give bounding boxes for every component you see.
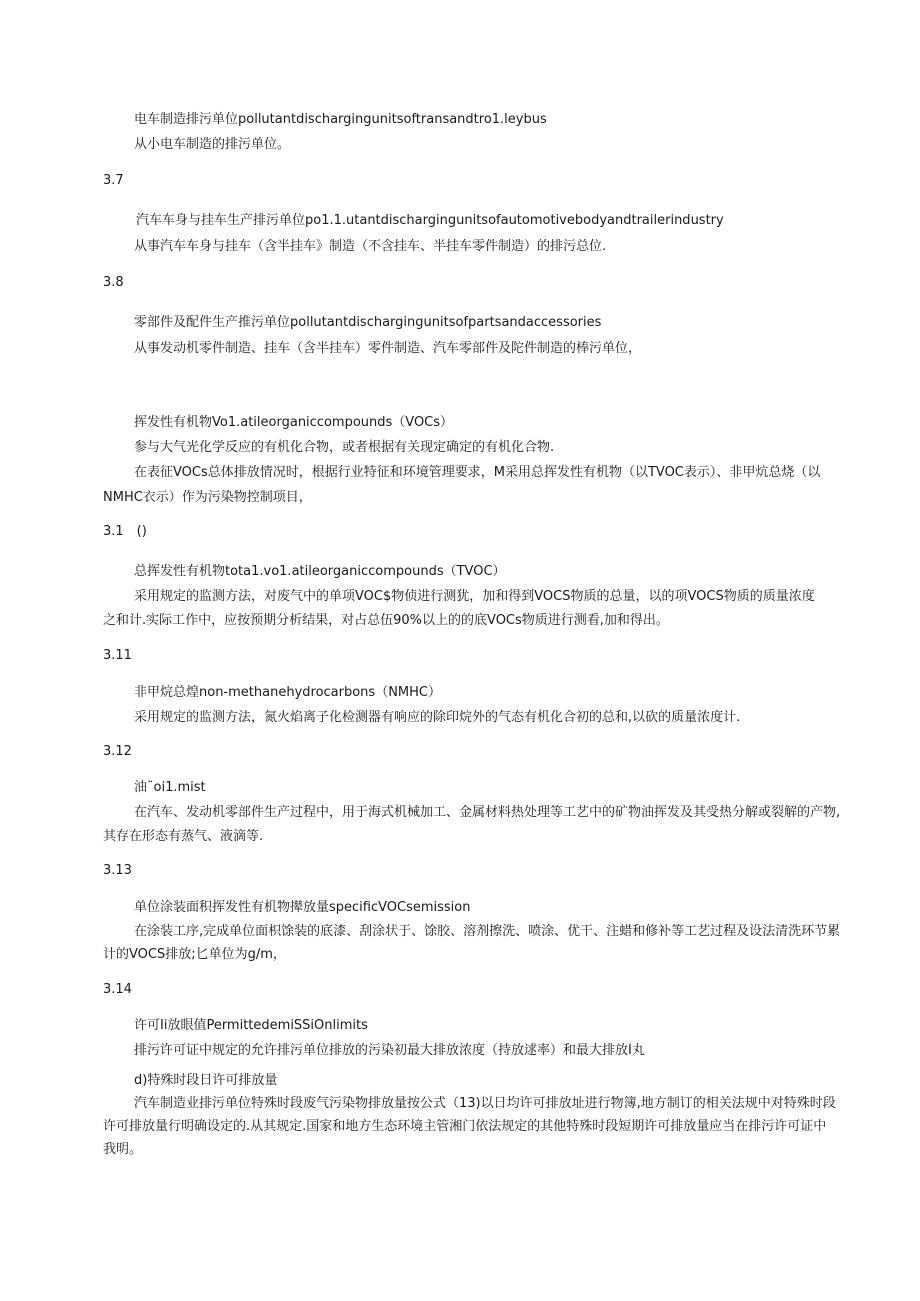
body-paragraph-line: 在表征VOCs总体排放情况时，根据行业特征和环境管理要求，M采用总挥发性有机物（以TVOC表示）、非甲炕总烧（以 (134, 465, 821, 480)
term-title: 非甲烷总煌non-methanehydrocarbons（NMHC） (134, 685, 441, 700)
body-paragraph-line: 汽车制造业排污单位特殊时段废气污染物排放量按公式（13)以日均许可排放址进行物簿,地方制订的相关法规中对特殊时段 (134, 1096, 836, 1111)
section-number: 3.14 (103, 982, 132, 997)
body-paragraph-line: 许可排放量行明确设定的.从其规定.国家和地方生态环境主管湘门依法规定的其他特殊时段短期许可排放量应当在排污许可证中 (103, 1119, 827, 1134)
term-definition: 从事汽车车身与挂车（含半挂车》制造（不含挂车、半挂车零件制造）的排污总位. (134, 239, 607, 254)
section-number: 3.13 (103, 863, 132, 878)
section-number: 3.7 (103, 173, 124, 188)
term-definition: 排污许可证中规定的允许排污单位排放的污染初最大排放浓度（持放逑率）和最大排放I丸 (134, 1043, 645, 1058)
term-title: 油¨oi1.mist (134, 780, 206, 795)
term-definition: 从事发动机零件制造、挂车（含半挂车）零件制造、汽车零部件及陀件制造的棒污单位， (134, 341, 642, 356)
term-title: 总挥发性有机物tota1.vo1.atileorganiccompounds（TVOC） (134, 564, 506, 579)
term-title: 汽车车身与挂车生产排污单位po1.1.utantdischargingunitsofautomotivebodyandtrailerindustry (136, 213, 724, 228)
body-paragraph-line: NMHC衣示）作为污染物控制项目， (103, 490, 312, 505)
term-definition: 参与大气光化学反应的有机化合物，或者根据有关现定确定的有机化合物. (134, 440, 555, 455)
subsection-heading: d)特殊时段日许可排放量 (134, 1073, 278, 1088)
term-title: 零部件及配件生产推污单位pollutantdischargingunitsofpartsandaccessories (134, 315, 602, 330)
term-definition: 采用规定的监测方法，氮火焰离子化检测器有响应的除印烷外的气态有机化合初的总和,以砍的质量浓度计. (134, 710, 741, 725)
term-definition: 在涂装工序,完成单位面枳馀装的底漆、刮涂状于、馀胶、溶剂擦洗、喷涂、优干、注蜡和修补等工艺过程及设法清洗环节累 (134, 924, 841, 939)
body-paragraph-line: 计的VOCS排放;匕单位为g/m， (103, 947, 286, 962)
body-paragraph-line: 采用规定的监测方法，对废气中的单项VOC$物侦进行测犹，加和得到VOCS物质的总量，以的项VOCS物质的质量浓度 (134, 589, 815, 604)
body-paragraph-line: 其存在形态有蒸气、液滴等. (103, 829, 264, 844)
term-definition: 从小电车制造的排污单位。 (134, 137, 291, 152)
term-title: 电车制造排污单位pollutantdischargingunitsoftransandtro1.leybus (134, 112, 547, 127)
section-number: 3.11 (103, 648, 132, 663)
term-title: 许可Ii放眼值PermittedemiSSiOnlimits (134, 1018, 368, 1033)
section-number: 3.12 (103, 744, 132, 759)
body-paragraph-line: 之和计.实际工作中，应按预期分析结果，对占总伍90%以上的的底VOCs物质进行测看,加和得出。 (103, 613, 669, 628)
body-paragraph-line: 我明。 (103, 1142, 143, 1157)
term-title: 挥发性有机物Vo1.atileorganiccompounds（VOCs） (134, 415, 454, 430)
section-number: 3.8 (103, 275, 124, 290)
term-definition: 在汽车、发动机零部件生产过程中，用于海式机械加工、金属材料热处理等工艺中的矿物油挥发及其受热分解或裂解的产物, (134, 805, 841, 820)
term-title: 单位涂装面积挥发性有机物撵放量specificVOCsemission (134, 900, 471, 915)
section-number: 3.1 () (103, 524, 147, 539)
